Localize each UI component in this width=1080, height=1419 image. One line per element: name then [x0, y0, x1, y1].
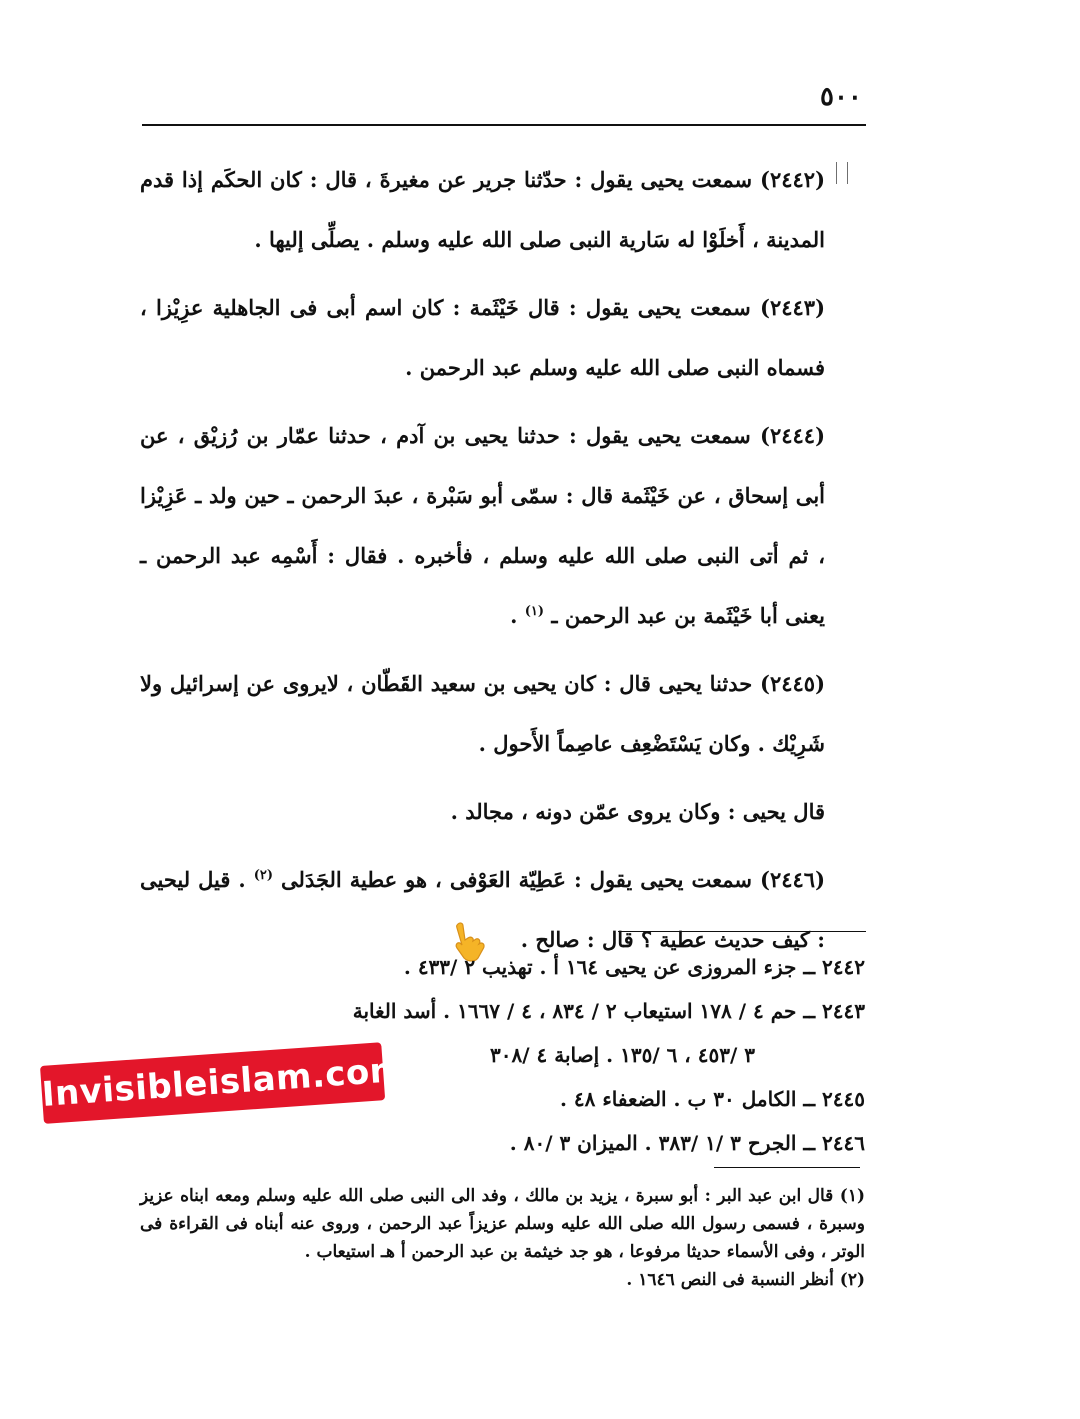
header-rule: [142, 124, 866, 126]
footnote-1: (١) قال ابن عبد البر : أبو سبرة ، يزيد بن مالك ، وفد الى النبى صلى الله عليه وسلم ومعه ابناه عزيز وسبرة ، فسمى رسول الله صلى الله عليه وسلم عزيزاً عبد الرحمن ، وروى عنه أبناه فى القراءة فى الوتر ، وفى الأسماء حديثا مرفوعا ، هو جد خيثمة بن عبد الرحمن أ هـ استيعاب .: [140, 1186, 865, 1262]
footnote-ref-2[interactable]: (٢): [253, 868, 274, 883]
hadith-number: (٢٤٤٤): [760, 423, 826, 448]
references-separator: [618, 931, 866, 932]
hadith-text: سمعت يحيى يقول : حدثنا يحيى بن آدم ، حدثنا عمّار بن رُزيْق ، عن أبى إسحاق ، عن خَيْثَمة قال : سمّى أبو سَبْرة ، عبدَ الرحمن ـ حين ولد ـ عَزِيْزا ، ثم أتى النبى صلى الله عليه وسلم ، فأخبره . فقال : أَسْمِه عبد الرحمن ـ يعنى أبا خَيْثَمة بن عبد الرحمن ـ: [140, 423, 825, 628]
reference-line: ٢٤٤٥ ــ الكامل ٣٠ ب . الضعفاء ٤٨ .: [559, 1087, 865, 1111]
hadith-2444: [140, 406, 865, 646]
main-text: [140, 150, 865, 978]
reference-line: ٢٤٤٢ ــ جزء المروزى عن يحيى ١٦٤ أ . تهذيب ٢ /٤٣٣ .: [403, 955, 865, 979]
reference-line: ٢٤٤٣ ــ حم ٤ / ١٧٨ استيعاب ٢ / ٨٣٤ ، ٤ / ١٦٦٧ . أسد الغابة: [352, 999, 865, 1023]
hadith-text: حدثنا يحيى قال : كان يحيى بن سعيد القَطّان ، لايروى عن إسرائيل ولا شَرِيْك . وكان يَسْتَضْعِف عاصِماً الأَحول .: [140, 671, 825, 756]
hadith-number: (٢٤٤٥): [760, 671, 826, 696]
footnotes: [140, 1182, 865, 1294]
watermark: Invisibleislam.com: [40, 1042, 385, 1124]
reference-line: ٣ /٤٥٣ ، ٦ /١٣٥ . إصابة ٤ /٣٠٨: [490, 1043, 755, 1067]
footnote-2: (٢) أنظر النسبة فى النص ١٦٤٦ .: [626, 1270, 865, 1290]
hadith-text: قال يحيى : وكان يروى عمّن دونه ، مجالد .: [450, 799, 825, 824]
hadith-end: . قيل ليحيى : كيف حديث عطية ؟ قال : صالح .: [140, 867, 825, 952]
hadith-2442: [140, 150, 865, 270]
page-number: ٥٠٠: [820, 82, 862, 112]
hadith-text: سمعت يحيى يقول : عَطِيّة العَوْفى ، هو عطية الجَدَلى: [281, 867, 753, 892]
hadith-number: (٢٤٤٣): [760, 295, 826, 320]
hadith-2443: [140, 278, 865, 398]
reference-line: ٢٤٤٦ ــ الجرح ٣ /١ /٣٨٣ . الميزان ٣ /٨٠ .: [509, 1131, 865, 1155]
hadith-2445: [140, 654, 865, 774]
hadith-text: سمعت يحيى يقول : قال خَيْثَمة : كان اسم أبى فى الجاهلية عزِيْزا ، فسماه النبى صلى الله عليه وسلم عبد الرحمن .: [140, 295, 825, 380]
footnotes-separator: [714, 1167, 860, 1168]
hadith-number: (٢٤٤٢): [760, 167, 825, 192]
hadith-end: .: [510, 603, 525, 628]
footnote-ref-1[interactable]: (١): [524, 604, 545, 619]
hadith-2445-note: [140, 782, 865, 842]
hadith-number: (٢٤٤٦): [760, 867, 826, 892]
hadith-text: سمعت يحيى يقول : حدّثنا جرير عن مغيرةَ ، قال : كان الحكَم إذا قدم المدينة ، أَخلَوْا له سَارية النبى صلى الله عليه وسلم . يصلِّى إليها .: [140, 167, 825, 252]
